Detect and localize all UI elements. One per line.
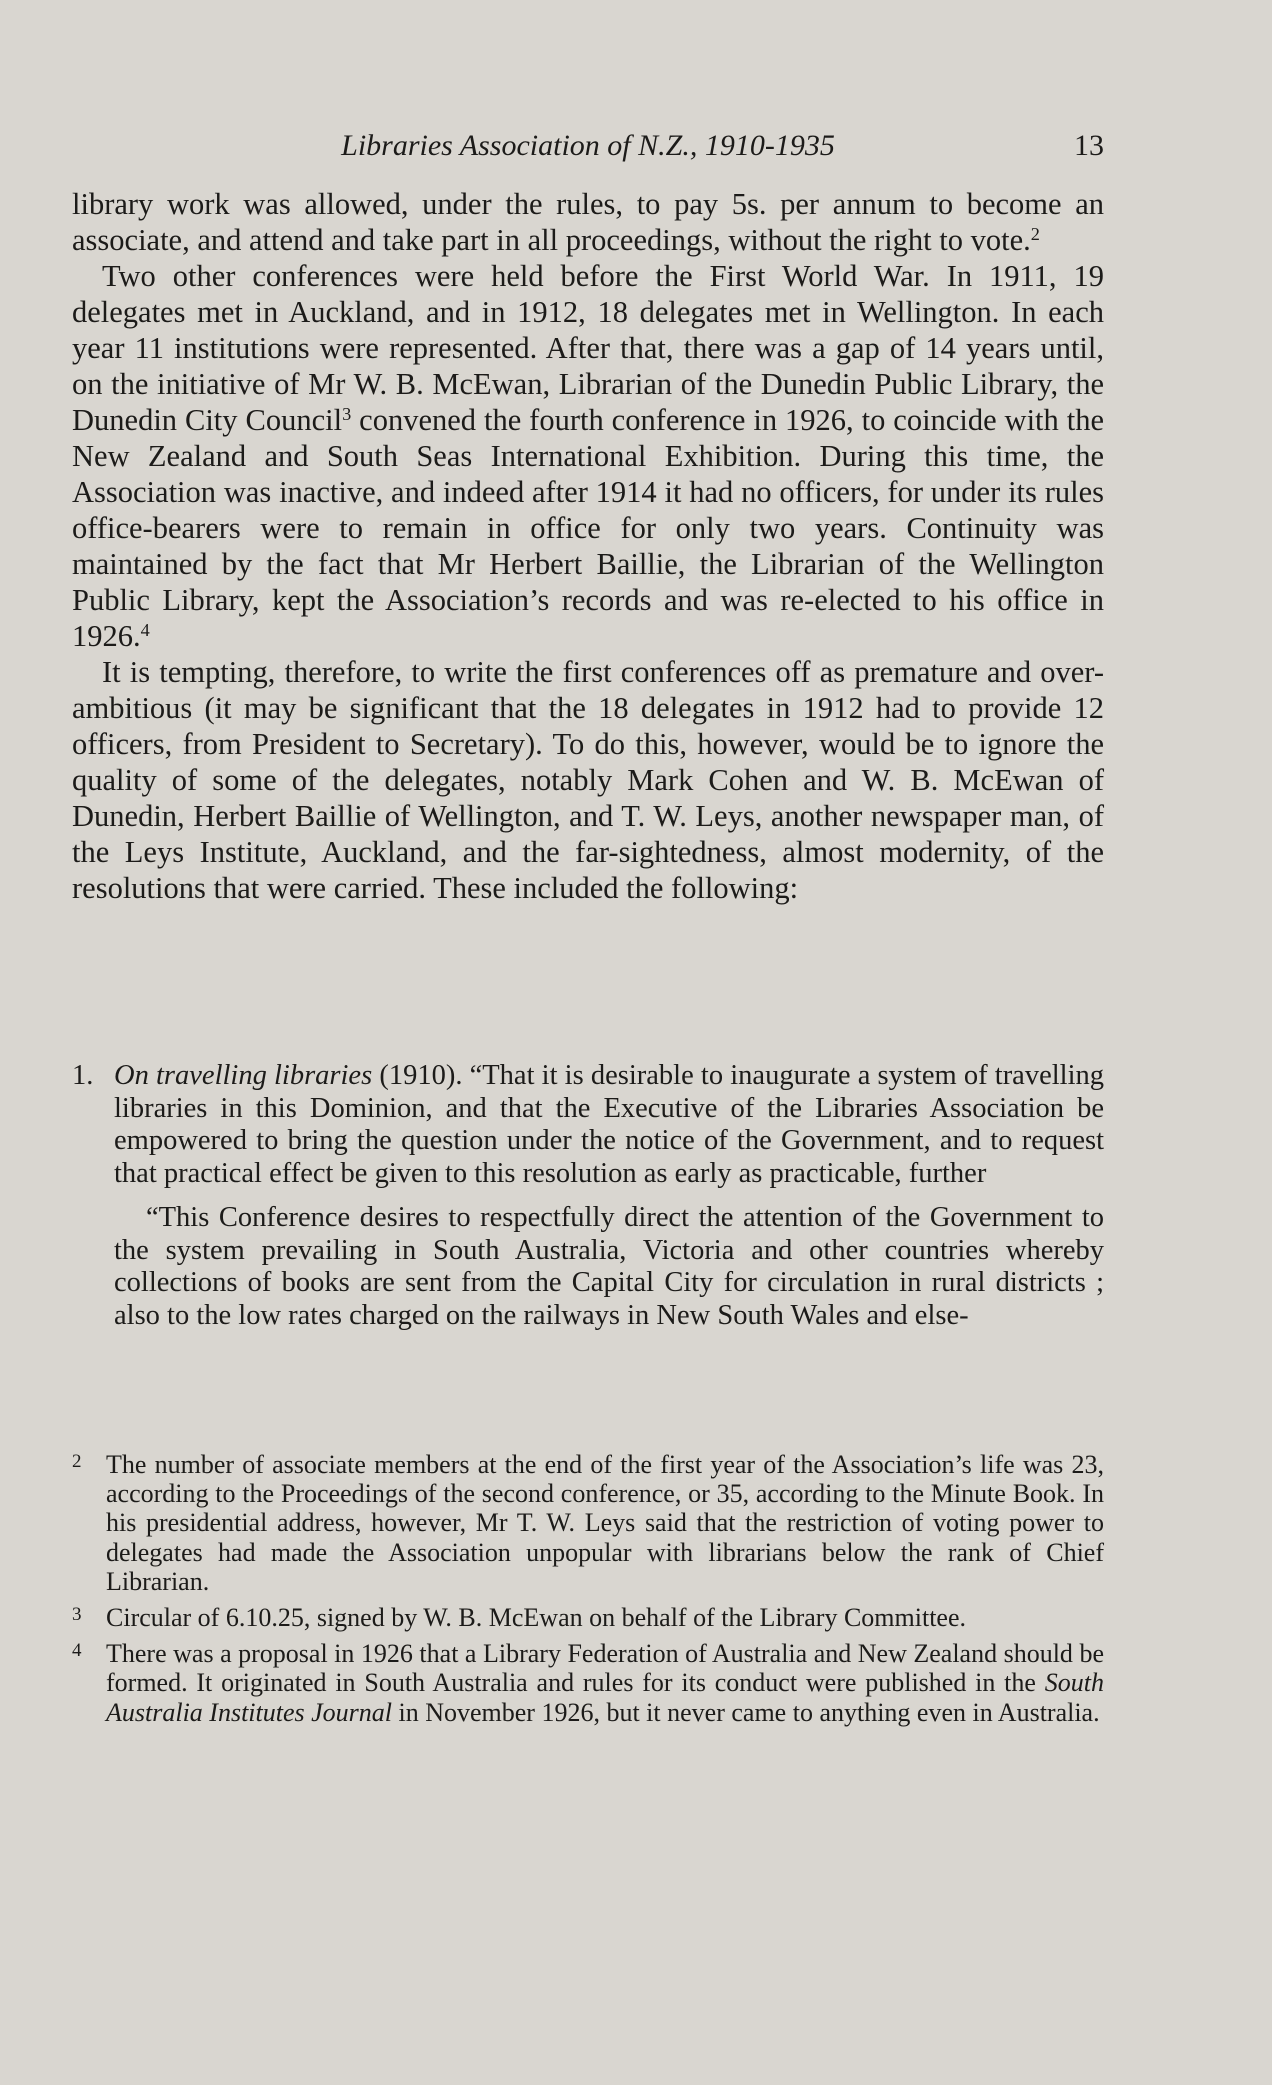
footnote-text: The number of associate members at the end of the first year of the Association’s life was 23, according to the Proceedings of the second conference, or 35, according to the Minute Book. In his presidential address, however, Mr T. W. Leys said that the restriction of voting power to delegates had made the Association unpopular with librarians below the rank of Chief Librarian. [106,1450,1104,1596]
page-number: 13 [1074,129,1104,162]
paragraph-text: It is tempting, therefore, to write the first conferences off as premature and over-ambitious (it may be significant that the 18 delegates in 1912 had to provide 12 officers, from President to Secretary). To do this, however, would be to ignore the quality of some of the delegates, notably Mark Cohen and W. B. McEwan of Dunedin, Herbert Baillie of Wellington, and T. W. Leys, another newspaper man, of the Leys Institute, Auckland, and the far-sightedness, almost modernity, of the resolutions that were carried. These included the following: [72,655,1104,905]
footnote-ref: 3 [342,403,352,424]
footnotes [72,1450,1104,1734]
footnote-text-part: There was a proposal in 1926 that a Library Federation of Australia and New Zealand should be formed. It originated in South Australia and rules for its conduct were published in the [106,1639,1104,1698]
footnote-text [106,1639,1104,1727]
footnote-ref: 4 [140,619,150,640]
resolution-body [114,1060,1104,1332]
paragraph-continuation [72,186,1104,258]
footnote [72,1639,1104,1727]
running-title: Libraries Association of N.Z., 1910-1935 [341,129,835,162]
footnote-number: 3 [72,1604,82,1626]
resolution-text [114,1060,1104,1190]
resolution-quote: “That it is desirable to inaugurate a system of travelling libraries in this Dominion, and that the Executive of the Libraries Association be empowered to bring the question under the notice of the Government, and to request that practical effect be given to this resolution as early as practicable, further [114,1060,1104,1189]
footnote [72,1450,1104,1596]
footnote-number: 2 [72,1451,82,1472]
resolution-year: (1910). [372,1060,470,1091]
journal-title: South Australia Institutes Journal [106,1668,1104,1727]
body-text [72,186,1104,906]
footnote-text: Circular of 6.10.25, signed by W. B. McEwan on behalf of the Library Committee. [106,1603,966,1633]
paragraph-resolutions-intro [72,654,1104,906]
resolution-number: 1. [72,1060,94,1091]
resolution-item [72,1060,1104,1332]
paragraph-text: Two other conferences were held before the First World War. In 1911, 19 delegates met in Auckland, and in 1912, 18 delegates met in Wellington. In each year 11 institutions were represented. After that, there was a gap of 14 years until, on the initiative of Mr W. B. McEwan, Librarian of the Dunedin Public Library, the Dunedin City Council [72,259,1104,437]
resolution-quote-continued: “This Conference desires to respectfully direct the attention of the Government to the system prevailing in South Australia, Victoria and other countries whereby collections of books are sent from the Capital City for circulation in rural districts ; also to the low rates charged on the railways in New South Wales and else- [114,1202,1104,1331]
running-head [72,126,1104,166]
paragraph-text: library work was allowed, under the rules, to pay 5s. per annum to become an associate, and attend and take part in all proceedings, without the right to vote. [72,187,1104,257]
footnote-ref: 2 [1030,223,1040,244]
footnote-text-part: in November 1926, but it never came to anything even in Australia. [392,1697,1100,1727]
footnote-number: 4 [72,1640,82,1662]
resolution-title: On travelling libraries [114,1060,373,1091]
paragraph-conferences [72,258,1104,654]
paragraph-text: convened the fourth conference in 1926, to coincide with the New Zealand and South Seas International Exhibition. During this time, the Association was inactive, and indeed after 1914 it had no officers, for under its rules office-bearers were to remain in office for only two years. Continuity was maintained by the fact that Mr Herbert Baillie, the Librarian of the Wellington Public Library, kept the Association’s records and was re-elected to his office in 1926. [72,403,1104,653]
footnote [72,1603,1104,1632]
